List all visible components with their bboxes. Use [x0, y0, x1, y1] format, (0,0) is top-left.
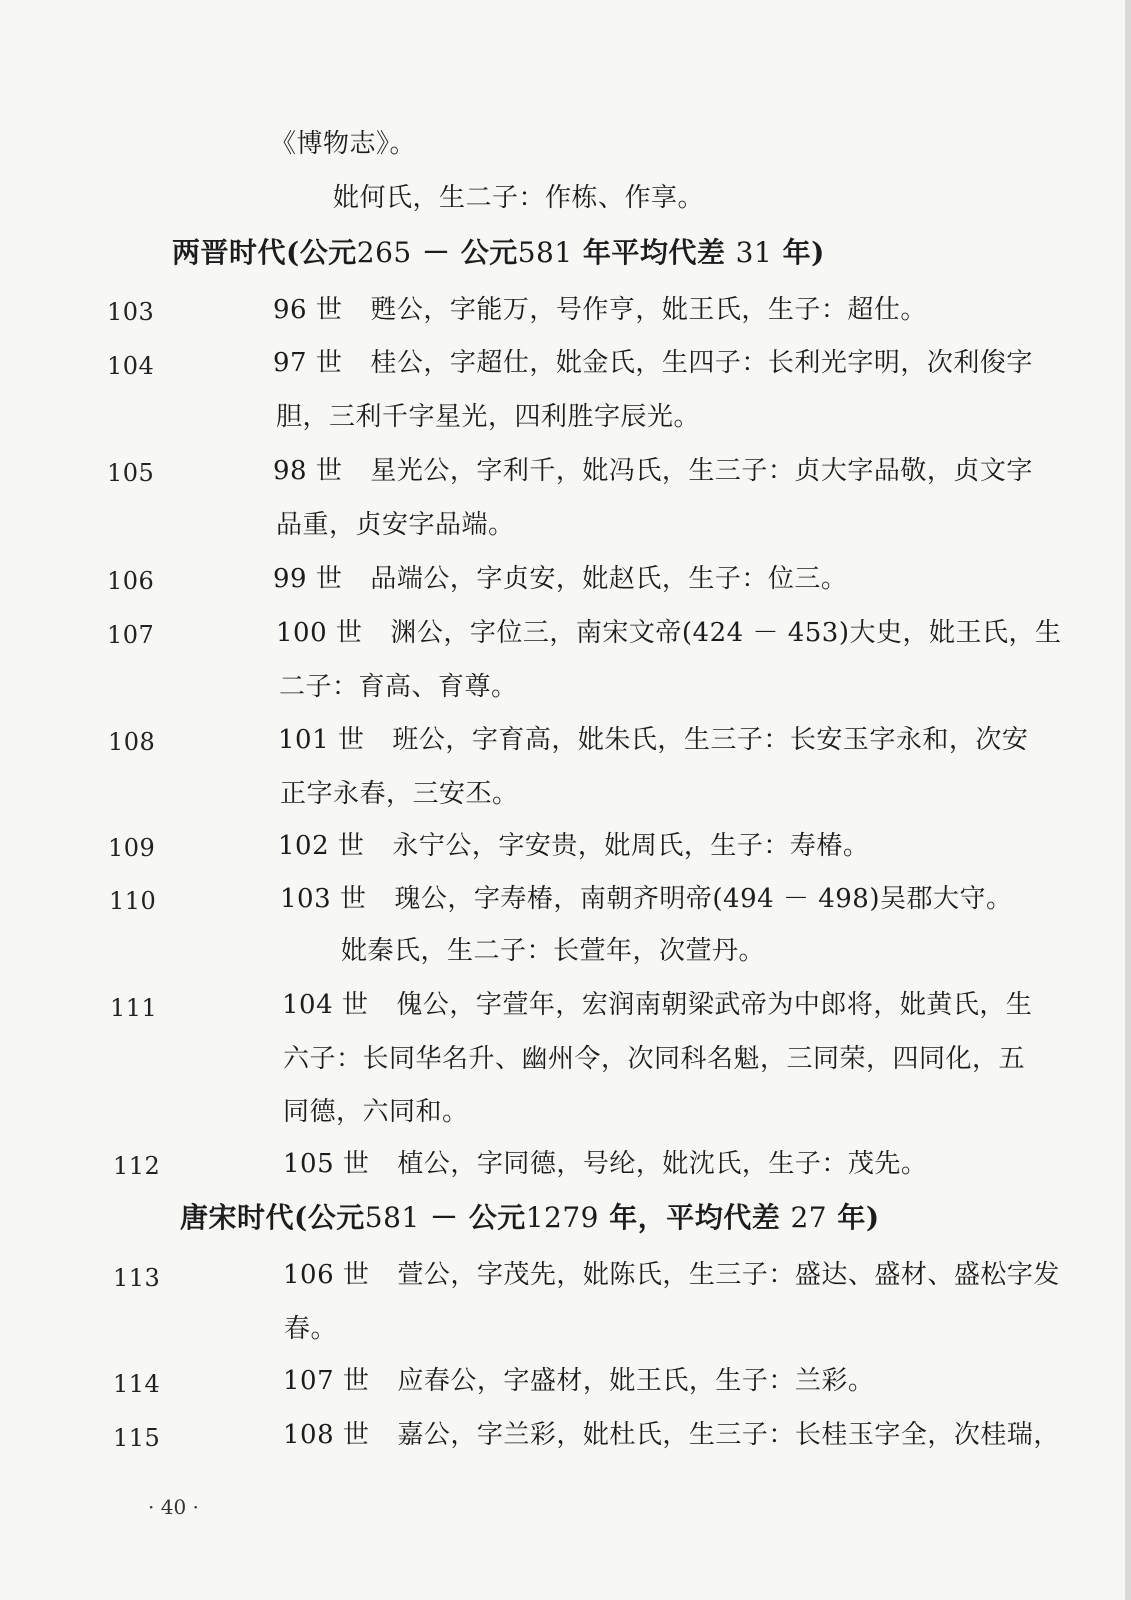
entry-text: 植公，字同德，号纶，妣沈氏，生子：茂先。 [397, 1149, 928, 1179]
entry-text: 嘉公，字兰彩，妣杜氏，生三子：长桂玉字全，次桂瑞， [397, 1420, 1060, 1450]
heading-year-start: 265 [356, 236, 412, 269]
heading-part: 唐宋时代(公元 [180, 1201, 365, 1234]
entry-line-cont: 春。 [284, 1314, 338, 1344]
entry-number: 113 [113, 1264, 161, 1292]
entry-number: 103 [107, 298, 155, 326]
entry-line [278, 830, 869, 862]
entry-text: 瑰公，字寿椿，南朝齐明帝(494 － 498)吴郡大守。 [394, 884, 1013, 914]
heading-year-end: 581 [517, 236, 573, 269]
generation-label: 100 世 [276, 618, 363, 648]
generation-label: 107 世 [283, 1366, 370, 1396]
entry-number: 108 [108, 728, 156, 756]
page-edge [1125, 0, 1131, 1600]
entry-text: 傀公，字萱年，宏润南朝梁武帝为中郎将，妣黄氏，生 [396, 990, 1033, 1020]
entry-number: 104 [107, 352, 155, 380]
section-heading-tangsong [180, 1200, 880, 1236]
entry-number: 115 [113, 1424, 161, 1452]
entry-number: 109 [108, 834, 156, 862]
heading-avg: 27 [790, 1201, 828, 1234]
entry-line [282, 989, 1032, 1021]
page-number: · 40 · [148, 1495, 199, 1519]
heading-part: － 公元 [429, 1201, 526, 1234]
generation-label: 101 世 [278, 725, 365, 755]
heading-year-start: 581 [364, 1201, 420, 1234]
entry-line [278, 724, 1028, 756]
entry-text: 永宁公，字安贵，妣周氏，生子：寿椿。 [392, 831, 870, 861]
intro-line-1: 《博物志》。 [270, 129, 417, 159]
entry-line-cont: 同德，六同和。 [283, 1097, 469, 1127]
entry-line [273, 347, 1033, 379]
entry-line [280, 883, 1012, 915]
generation-label: 99 世 [273, 564, 343, 594]
entry-number: 111 [110, 994, 158, 1022]
heading-avg: 31 [735, 236, 773, 269]
entry-line-cont: 妣秦氏，生二子：长萱年，次萱丹。 [341, 936, 766, 966]
entry-text: 星光公，字利千，妣冯氏，生三子：贞大字品敬，贞文字 [370, 456, 1033, 486]
entry-text: 渊公，字位三，南宋文帝(424 － 453)大史，妣王氏，生 [390, 618, 1062, 648]
entry-line [283, 1148, 927, 1180]
entry-line [273, 294, 927, 326]
entry-line [283, 1259, 1060, 1291]
entry-number: 114 [113, 1370, 161, 1398]
heading-part: 年) [837, 1201, 880, 1234]
entry-line-cont: 六子：长同华名升、幽州令，次同科名魁，三同荣，四同化，五 [283, 1044, 1026, 1074]
generation-label: 102 世 [278, 831, 365, 861]
generation-label: 98 世 [273, 456, 343, 486]
entry-line [273, 563, 847, 595]
heading-part: 年) [782, 236, 825, 269]
section-heading-jin [172, 235, 825, 271]
entry-line [273, 455, 1033, 487]
generation-label: 106 世 [283, 1260, 370, 1290]
entry-number: 112 [113, 1152, 161, 1180]
entry-text: 桂公，字超仕，妣金氏，生四子：长利光字明，次利俊字 [370, 348, 1033, 378]
heading-part: － 公元 [421, 236, 518, 269]
heading-part: 年平均代差 [582, 236, 726, 269]
generation-label: 104 世 [282, 990, 369, 1020]
intro-line-2: 妣何氏，生二子：作栋、作享。 [333, 183, 705, 213]
entry-line [283, 1365, 874, 1397]
entry-text: 品端公，字贞安，妣赵氏，生子：位三。 [370, 564, 848, 594]
entry-line-cont: 胆，三利千字星光，四利胜字辰光。 [276, 402, 701, 432]
generation-label: 105 世 [283, 1149, 370, 1179]
entry-number: 110 [109, 887, 157, 915]
entry-number: 106 [107, 567, 155, 595]
entry-line-cont: 品重，贞安字品端。 [276, 510, 515, 540]
entry-text: 应春公，字盛材，妣王氏，生子：兰彩。 [397, 1366, 875, 1396]
heading-year-end: 1279 [525, 1201, 599, 1234]
entry-line [276, 617, 1061, 649]
entry-text: 班公，字育高，妣朱氏，生三子：长安玉字永和，次安 [392, 725, 1029, 755]
entry-line-cont: 二子：育高、育尊。 [279, 672, 518, 702]
generation-label: 96 世 [273, 295, 343, 325]
generation-label: 97 世 [273, 348, 343, 378]
generation-label: 108 世 [283, 1420, 370, 1450]
generation-label: 103 世 [280, 884, 367, 914]
heading-part: 两晋时代(公元 [172, 236, 357, 269]
entry-number: 107 [107, 621, 155, 649]
heading-part: 年，平均代差 [609, 1201, 781, 1234]
entry-line [283, 1419, 1060, 1451]
entry-text: 萱公，字茂先，妣陈氏，生三子：盛达、盛材、盛松字发 [397, 1260, 1060, 1290]
entry-text: 甦公，字能万，号作亨，妣王氏，生子：超仕。 [370, 295, 927, 325]
entry-line-cont: 正字永春，三安丕。 [280, 779, 519, 809]
entry-number: 105 [107, 459, 155, 487]
